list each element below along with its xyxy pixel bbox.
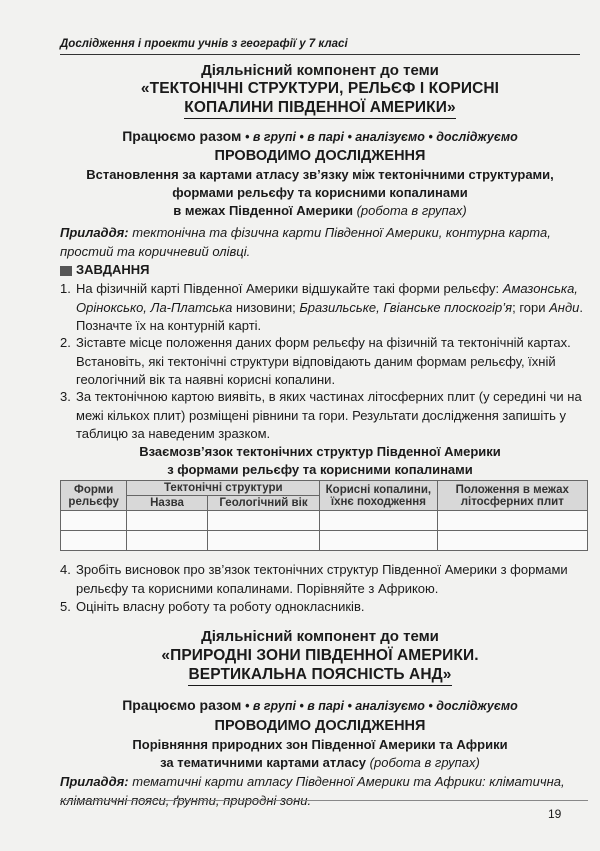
section2-component: Діяльнісний компонент до теми bbox=[201, 628, 439, 645]
square-bullet-icon bbox=[60, 266, 72, 276]
page-number: 19 bbox=[548, 807, 562, 821]
section2-goal-line2: за тематичними картами атласу bbox=[160, 755, 367, 770]
section2-work-modes bbox=[60, 697, 580, 713]
col-tectonic: Тектонічні структури bbox=[127, 481, 320, 496]
section1-topic-line1: «ТЕКТОНІЧНІ СТРУКТУРИ, РЕЛЬЄФ І КОРИСНІ bbox=[140, 80, 500, 97]
task-4 bbox=[60, 561, 587, 598]
task1-text-a: На фізичній карті Південної Америки відшукайте такі форми рельєфу: bbox=[76, 281, 503, 296]
section2-topic-line2-wrap bbox=[60, 666, 580, 686]
task-1 bbox=[60, 280, 587, 336]
task1-text-e: ; гори bbox=[512, 299, 550, 315]
task-text: За тектонічною картою виявіть, в яких частинах літосферних плит (у середині чи на межі кількох плит) розміщені рівнини та гори. Результати дослідження запишіть у таблицю за наведеним зразком. bbox=[76, 389, 582, 441]
section2-modes: • в групі • в парі • аналізуємо • досліджуємо bbox=[245, 699, 518, 713]
sub-name: Назва bbox=[127, 496, 207, 511]
section2-topic-line1: «ПРИРОДНІ ЗОНИ ПІВДЕННОЇ АМЕРИКИ. bbox=[161, 647, 479, 664]
section2-tools-text: тематичні карти атласу Південної Америки та Африки: кліматична, кліматичні пояси, ґрунти, природні зони. bbox=[60, 774, 565, 808]
section1-topic-line2-wrap bbox=[60, 99, 580, 119]
section1-component: Діяльнісний компонент до теми bbox=[201, 62, 439, 79]
section1-goal-line1: Встановлення за картами атласу зв’язку між тектонічними структурами, bbox=[86, 167, 554, 182]
section1-goal-note: (робота в групах) bbox=[356, 203, 467, 218]
table-row bbox=[61, 531, 588, 551]
col-minerals: Корисні копалини, їхнє походження bbox=[320, 481, 437, 511]
tasks-heading bbox=[60, 262, 150, 277]
relief-table bbox=[60, 480, 588, 551]
task-5 bbox=[60, 598, 587, 617]
task1-text-g: . Позначте їх на контурній карті. bbox=[76, 299, 584, 333]
section1-goal-line2: формами рельєфу та корисними копалинами bbox=[172, 185, 468, 200]
section1-tools-label: Приладдя: bbox=[60, 225, 129, 240]
task1-text-c: низовини; bbox=[232, 299, 300, 315]
table-row bbox=[61, 511, 588, 531]
task-number: 5. bbox=[60, 599, 71, 614]
task-2 bbox=[60, 334, 587, 390]
task-text bbox=[76, 280, 587, 336]
section1-work-together: Працюємо разом bbox=[122, 128, 242, 144]
section1-research: ПРОВОДИМО ДОСЛІДЖЕННЯ bbox=[214, 148, 426, 164]
section1-tools bbox=[60, 224, 585, 261]
task1-lowlands: Амазонська, Оріноксько, Ла-Платська bbox=[76, 281, 578, 315]
task-text: Зіставте місце положення даних форм рельєфу на фізичній та тектонічній картах. Встановіть, які тектонічні структури відповідають даним формам рельєфу, їхній геологічний вік та наявні корисні копалини. bbox=[76, 335, 571, 387]
section2-goal-note: (робота в групах) bbox=[369, 755, 480, 770]
task-number: 4. bbox=[60, 562, 71, 577]
col-forms: Форми рельєфу bbox=[61, 481, 127, 511]
sub-age: Геологічний вік bbox=[207, 496, 320, 511]
task-number: 3. bbox=[60, 389, 71, 404]
task-3 bbox=[60, 388, 587, 444]
tasks-label: ЗАВДАННЯ bbox=[76, 262, 150, 277]
section2-research: ПРОВОДИМО ДОСЛІДЖЕННЯ bbox=[214, 718, 426, 734]
section2-goal-line1: Порівняння природних зон Південної Америки та Африки bbox=[132, 737, 508, 752]
section2-work-together: Працюємо разом bbox=[122, 697, 242, 713]
section1-modes: • в групі • в парі • аналізуємо • досліджуємо bbox=[245, 130, 518, 144]
task1-mountains: Анди bbox=[549, 299, 580, 315]
bottom-rule bbox=[60, 800, 588, 801]
task-number: 1. bbox=[60, 281, 71, 296]
section2-tools bbox=[60, 773, 585, 810]
section2-tools-label: Приладдя: bbox=[60, 774, 129, 789]
section2-goal-line2-wrap bbox=[60, 755, 580, 770]
task1-plateaus: Бразильське, Гвіанське плоскогір’я bbox=[299, 299, 513, 315]
section2-topic-line2: ВЕРТИКАЛЬНА ПОЯСНІСТЬ АНД» bbox=[188, 666, 451, 686]
running-head: Дослідження і проекти учнів з географії у 7 класі bbox=[60, 38, 580, 55]
table-title-line1: Взаємозв’язок тектонічних структур Південної Америки bbox=[139, 444, 501, 459]
table-title-line2: з формами рельєфу та корисними копалинами bbox=[167, 462, 473, 477]
section1-work-modes bbox=[60, 128, 580, 144]
section1-tools-text: тектонічна та фізична карти Південної Америки, контурна карта, простий та коричневий олівці. bbox=[60, 225, 551, 259]
task-text: Зробіть висновок про зв’язок тектонічних структур Південної Америки з формами рельєфу та корисними копалинами. Порівняйте з Африкою. bbox=[76, 562, 568, 596]
section1-topic-line2: КОПАЛИНИ ПІВДЕННОЇ АМЕРИКИ» bbox=[184, 99, 455, 119]
col-position: Положення в межах літосферних плит bbox=[437, 481, 587, 511]
section1-goal-line3: в межах Південної Америки bbox=[173, 203, 353, 218]
section1-goal-line3-wrap bbox=[60, 203, 580, 218]
task-text: Оцініть власну роботу та роботу однокласників. bbox=[76, 599, 365, 614]
task-number: 2. bbox=[60, 335, 71, 350]
